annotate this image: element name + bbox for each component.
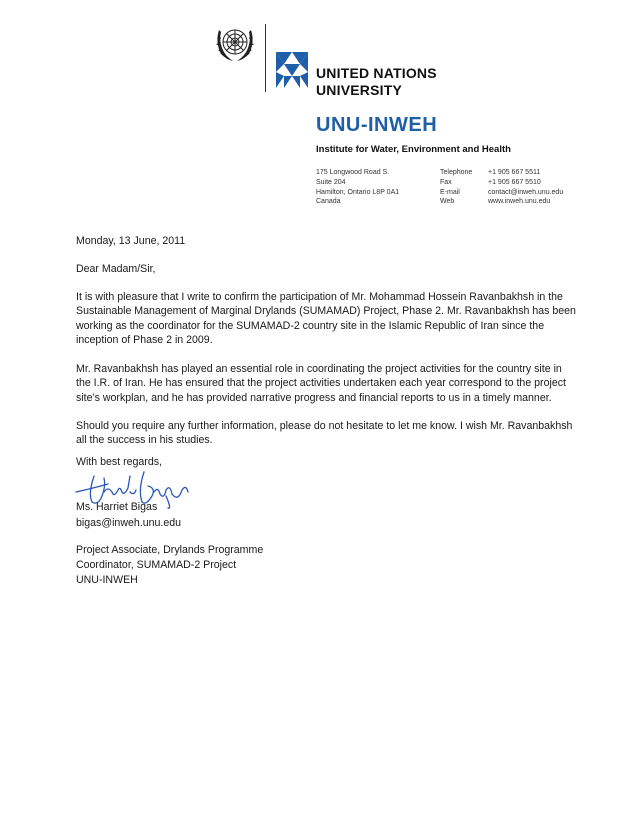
address-block xyxy=(316,168,399,207)
closing: With best regards, xyxy=(76,456,162,468)
unit-name: UNU-INWEH xyxy=(316,114,438,136)
address-line: Canada xyxy=(316,198,341,206)
contact-label: Web xyxy=(440,198,455,206)
address-line: 175 Longwood Road S. xyxy=(316,169,390,176)
org-name-line2: UNIVERSITY xyxy=(316,82,403,98)
contact-phone: +1 905 667 5511 xyxy=(488,169,541,176)
contact-fax: +1 905 667 5510 xyxy=(488,178,541,186)
contact-labels xyxy=(440,168,472,207)
letterhead-divider xyxy=(265,24,266,92)
signatory-email[interactable]: bigas@inweh.unu.edu xyxy=(76,517,181,529)
address-line: Hamilton, Ontario L8P 0A1 xyxy=(316,188,400,196)
body-paragraph-2: Mr. Ravanbakhsh has played an essential role in coordinating the project activities for the country site in the I.R. of Iran. He has ensured that the project activities undertaken each year correspond to the project site’s workplan, and he has provided narrative progress and financial reports to us in a timely manner. xyxy=(76,363,566,404)
letter-date: Monday, 13 June, 2011 xyxy=(76,235,186,247)
unu-logo xyxy=(273,50,311,90)
contact-email-link[interactable]: contact@inweh.unu.edu xyxy=(488,188,564,196)
institute-name: Institute for Water, Environment and Health xyxy=(316,144,511,155)
body-paragraph-1: It is with pleasure that I write to confirm the participation of Mr. Mohammad Hossein Ravanbakhsh in the Sustainable Management of Marginal Drylands (SUMAMAD) Project, Phase 2. Mr. Ravanbakhsh has been working as the coordinator for the SUMAMAD-2 country site in the Islamic Republic of Iran since the inception of Phase 2 in 2009. xyxy=(76,291,576,347)
address-line: Suite 204 xyxy=(316,178,346,186)
un-emblem-logo xyxy=(213,20,257,64)
signatory-title-line: UNU-INWEH xyxy=(76,574,138,586)
org-name-line1: UNITED NATIONS xyxy=(316,65,437,81)
signatory-title-line: Coordinator, SUMAMAD-2 Project xyxy=(76,559,237,571)
contact-label: Fax xyxy=(440,178,452,186)
contact-values xyxy=(488,168,563,207)
salutation: Dear Madam/Sir, xyxy=(76,263,156,275)
signatory-title-line: Project Associate, Drylands Programme xyxy=(76,544,264,556)
contact-web-link[interactable]: www.inweh.unu.edu xyxy=(488,198,551,206)
signatory-name: Ms. Harriet Bigas xyxy=(76,501,158,513)
contact-label: E-mail xyxy=(440,188,460,196)
body-paragraph-3: Should you require any further information, please do not hesitate to let me know. I wish Mr. Ravanbakhsh all the success in his studies. xyxy=(76,420,573,447)
contact-label: Telephone xyxy=(440,169,473,176)
